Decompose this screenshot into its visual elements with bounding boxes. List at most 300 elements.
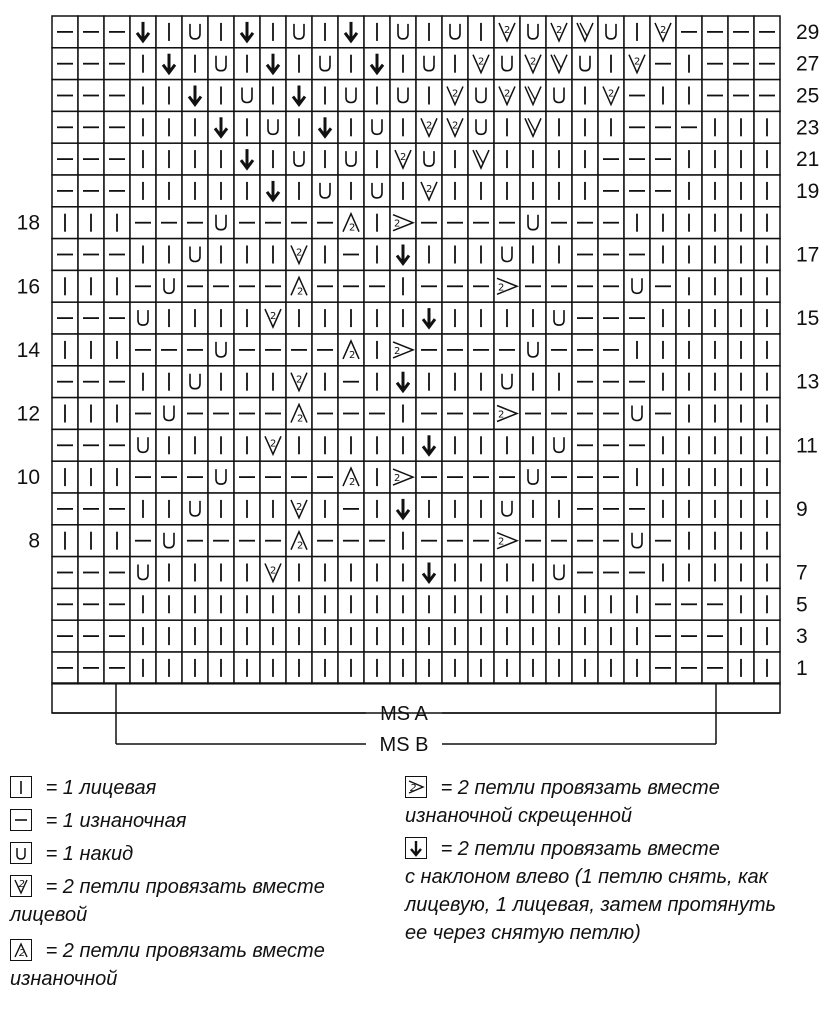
chart-cell <box>416 302 442 334</box>
chart-cell <box>312 239 338 271</box>
chart-cell <box>624 557 650 589</box>
row-label-right: 5 <box>796 593 808 617</box>
chart-cell <box>364 111 390 143</box>
chart-cell <box>338 366 364 398</box>
chart-cell <box>156 111 182 143</box>
chart-cell <box>702 334 728 366</box>
chart-cell <box>260 16 286 48</box>
chart-cell <box>182 207 208 239</box>
chart-cell <box>416 620 442 652</box>
row-label-left: 8 <box>28 529 40 553</box>
chart-cell <box>624 143 650 175</box>
chart-cell <box>130 111 156 143</box>
chart-cell <box>338 461 364 493</box>
chart-cell <box>754 175 780 207</box>
svg-text:2: 2 <box>426 183 433 195</box>
chart-cell <box>416 111 442 143</box>
chart-cell <box>52 620 78 652</box>
chart-cell <box>364 16 390 48</box>
chart-cell <box>520 620 546 652</box>
chart-cell <box>650 270 676 302</box>
chart-cell <box>676 429 702 461</box>
ms-brackets <box>52 683 780 756</box>
chart-cell <box>52 588 78 620</box>
chart-cell <box>468 143 494 175</box>
chart-cell <box>78 366 104 398</box>
chart-cell <box>754 461 780 493</box>
legend-ssk-text-4: ее через снятую петлю) <box>405 922 641 944</box>
chart-cell <box>390 620 416 652</box>
svg-text:2: 2 <box>296 374 303 386</box>
chart-cell <box>52 302 78 334</box>
legend-ssk-text-2: с наклоном влево (1 петлю снять, как <box>405 866 769 888</box>
chart-cell <box>130 334 156 366</box>
ms-a-label: MS A <box>380 703 428 725</box>
chart-cell <box>338 525 364 557</box>
chart-cell <box>182 557 208 589</box>
chart-cell <box>624 525 650 557</box>
chart-cell <box>208 143 234 175</box>
row-label-right: 27 <box>796 52 820 76</box>
chart-cell <box>78 239 104 271</box>
chart-cell <box>546 175 572 207</box>
chart-cell <box>676 207 702 239</box>
chart-cell <box>416 175 442 207</box>
svg-text:2: 2 <box>394 345 401 357</box>
chart-cell <box>260 493 286 525</box>
chart-cell <box>442 16 468 48</box>
chart-cell <box>546 398 572 430</box>
chart-cell <box>442 48 468 80</box>
chart-cell <box>52 80 78 112</box>
chart-cell <box>494 525 520 557</box>
chart-cell <box>78 652 104 684</box>
chart-cell <box>364 80 390 112</box>
chart-cell <box>754 239 780 271</box>
chart-cell <box>546 429 572 461</box>
svg-text:2: 2 <box>349 477 356 489</box>
chart-cell <box>728 398 754 430</box>
chart-cell <box>260 652 286 684</box>
chart-cell <box>416 16 442 48</box>
chart-cell <box>546 461 572 493</box>
chart-cell <box>494 111 520 143</box>
chart-cell <box>546 48 572 80</box>
chart-cell <box>338 270 364 302</box>
chart-cell <box>338 652 364 684</box>
chart-cell <box>286 270 312 302</box>
row-label-left: 10 <box>16 466 40 490</box>
chart-cell <box>260 461 286 493</box>
chart-cell <box>104 398 130 430</box>
legend-k2tog-text-1: = 2 петли провязать вместе <box>45 876 325 898</box>
chart-cell <box>130 525 156 557</box>
chart-cell <box>234 461 260 493</box>
chart-cell <box>598 620 624 652</box>
chart-cell <box>702 398 728 430</box>
chart-cell <box>572 302 598 334</box>
chart-cell <box>390 398 416 430</box>
chart-cell <box>650 80 676 112</box>
chart-cell <box>390 334 416 366</box>
chart-cell <box>754 207 780 239</box>
chart-cell <box>130 270 156 302</box>
chart-cell <box>546 111 572 143</box>
chart-cell <box>156 398 182 430</box>
chart-cell <box>104 366 130 398</box>
chart-cell <box>338 239 364 271</box>
svg-text:2: 2 <box>452 88 459 100</box>
chart-cell <box>598 429 624 461</box>
chart-cell <box>156 302 182 334</box>
chart-cell <box>728 334 754 366</box>
chart-cell <box>572 366 598 398</box>
svg-text:2: 2 <box>349 349 356 361</box>
chart-cell <box>286 557 312 589</box>
chart-cell <box>104 16 130 48</box>
chart-cell <box>520 557 546 589</box>
row-label-right: 15 <box>796 307 820 331</box>
chart-cell <box>416 80 442 112</box>
chart-cell <box>650 239 676 271</box>
chart-cell <box>728 207 754 239</box>
chart-cell <box>676 270 702 302</box>
chart-cell <box>650 557 676 589</box>
chart-cell <box>468 429 494 461</box>
chart-cell <box>650 302 676 334</box>
chart-cell <box>260 334 286 366</box>
chart-cell <box>104 429 130 461</box>
svg-text:2: 2 <box>400 152 407 164</box>
chart-cell <box>468 80 494 112</box>
svg-text:2: 2 <box>660 24 667 36</box>
chart-cell <box>364 398 390 430</box>
chart-cell <box>442 80 468 112</box>
svg-text:2: 2 <box>18 879 25 890</box>
chart-cell <box>650 620 676 652</box>
chart-cell <box>390 80 416 112</box>
chart-cell <box>468 398 494 430</box>
chart-cell <box>416 461 442 493</box>
chart-cell <box>572 143 598 175</box>
chart-cell <box>624 80 650 112</box>
chart-cell <box>624 366 650 398</box>
chart-cell <box>442 398 468 430</box>
chart-cell <box>520 652 546 684</box>
legend-k2tog <box>10 873 390 901</box>
chart-cell <box>572 48 598 80</box>
chart-cell <box>364 493 390 525</box>
chart-cell <box>468 525 494 557</box>
chart-cell <box>104 207 130 239</box>
chart-cell <box>338 80 364 112</box>
chart-cell <box>416 334 442 366</box>
row-label-right: 1 <box>796 656 808 680</box>
svg-text:2: 2 <box>270 311 277 323</box>
chart-cell <box>572 175 598 207</box>
chart-cell <box>468 366 494 398</box>
chart-cell <box>676 48 702 80</box>
chart-cell <box>676 239 702 271</box>
chart-cell <box>494 175 520 207</box>
chart-cell <box>286 366 312 398</box>
legend-ssk-text-3: лицевую, 1 лицевая, затем протянуть <box>405 894 777 916</box>
legend-ssk <box>405 835 825 863</box>
chart-cell <box>702 270 728 302</box>
chart-cell <box>208 334 234 366</box>
chart-cell <box>702 620 728 652</box>
chart-cell <box>260 143 286 175</box>
row-label-right: 17 <box>796 243 820 267</box>
chart-cell <box>494 239 520 271</box>
chart-cell <box>208 429 234 461</box>
chart-cell <box>598 111 624 143</box>
legend-p2tog-tbl-text-2: изнаночной скрещенной <box>405 805 633 827</box>
chart-cell <box>130 80 156 112</box>
chart-cell <box>156 175 182 207</box>
chart-cell <box>442 366 468 398</box>
chart-cell <box>234 652 260 684</box>
chart-cell <box>104 525 130 557</box>
legend-ssk-text-1: = 2 петли провязать вместе <box>440 838 720 860</box>
purl-icon <box>10 809 32 831</box>
chart-cell <box>364 366 390 398</box>
chart-cell <box>156 525 182 557</box>
chart-cell <box>650 493 676 525</box>
knit-icon <box>10 776 32 798</box>
legend-knit <box>10 774 390 802</box>
chart-cell <box>286 302 312 334</box>
row-label-left: 12 <box>16 402 40 426</box>
chart-cell <box>728 48 754 80</box>
chart-cell <box>754 366 780 398</box>
chart-cell <box>702 493 728 525</box>
chart-cell <box>572 461 598 493</box>
chart-cell <box>52 239 78 271</box>
chart-cell <box>468 620 494 652</box>
svg-text:2: 2 <box>530 56 537 68</box>
chart-cell <box>416 493 442 525</box>
chart-cell <box>312 493 338 525</box>
chart-cell <box>442 429 468 461</box>
chart-cell <box>572 207 598 239</box>
chart-cell <box>468 270 494 302</box>
chart-cell <box>182 334 208 366</box>
chart-cell <box>442 143 468 175</box>
chart-cell <box>104 557 130 589</box>
chart-cell <box>286 461 312 493</box>
row-label-right: 9 <box>796 497 808 521</box>
chart-cell <box>130 461 156 493</box>
chart-cell <box>598 80 624 112</box>
chart-cell <box>260 366 286 398</box>
chart-cell <box>104 80 130 112</box>
chart-cell <box>156 366 182 398</box>
chart-cell <box>364 239 390 271</box>
chart-cell <box>364 429 390 461</box>
chart-cell <box>520 207 546 239</box>
chart-cell <box>676 334 702 366</box>
chart-cell <box>260 175 286 207</box>
chart-cell <box>78 111 104 143</box>
chart-cell <box>520 143 546 175</box>
chart-cell <box>260 525 286 557</box>
chart-cell <box>442 620 468 652</box>
chart-cell <box>650 398 676 430</box>
chart-cell <box>130 398 156 430</box>
p2tog-tbl-icon <box>405 776 427 798</box>
chart-cell <box>572 588 598 620</box>
chart-cell <box>728 111 754 143</box>
chart-cell <box>286 652 312 684</box>
chart-cell <box>182 302 208 334</box>
chart-cell <box>442 334 468 366</box>
chart-cell <box>130 302 156 334</box>
chart-cell <box>286 207 312 239</box>
chart-cell <box>234 493 260 525</box>
chart-cell <box>364 557 390 589</box>
chart-cell <box>650 143 676 175</box>
chart-cell <box>130 429 156 461</box>
chart-cell <box>650 48 676 80</box>
chart-cell <box>494 429 520 461</box>
chart-cell <box>338 493 364 525</box>
k2tog-icon <box>10 875 32 897</box>
yarn-over-icon <box>10 842 32 864</box>
chart-cell <box>598 270 624 302</box>
chart-cell <box>390 461 416 493</box>
chart-cell <box>754 111 780 143</box>
chart-cell <box>676 143 702 175</box>
chart-cell <box>494 48 520 80</box>
chart-cell <box>546 270 572 302</box>
chart-cell <box>624 48 650 80</box>
chart-cell <box>52 270 78 302</box>
chart-cell <box>130 652 156 684</box>
chart-cell <box>702 175 728 207</box>
chart-cell <box>78 493 104 525</box>
chart-cell <box>754 429 780 461</box>
chart-cell <box>312 48 338 80</box>
chart-cell <box>78 334 104 366</box>
chart-cell <box>156 143 182 175</box>
chart-cell <box>78 429 104 461</box>
chart-cell <box>520 48 546 80</box>
chart-cell <box>78 302 104 334</box>
chart-cell <box>546 366 572 398</box>
chart-cell <box>182 16 208 48</box>
chart-cell <box>78 557 104 589</box>
chart-cell <box>78 398 104 430</box>
chart-cell <box>728 525 754 557</box>
chart-cell <box>650 429 676 461</box>
chart-cell <box>286 111 312 143</box>
chart-cell <box>494 652 520 684</box>
chart-cell <box>312 652 338 684</box>
chart-cell <box>520 270 546 302</box>
chart-cell <box>364 334 390 366</box>
chart-cell <box>260 398 286 430</box>
chart-cell <box>494 334 520 366</box>
chart-cell <box>234 270 260 302</box>
chart-cell <box>546 334 572 366</box>
chart-cell <box>468 493 494 525</box>
chart-cell <box>442 111 468 143</box>
row-label-right: 25 <box>796 84 820 108</box>
chart-cell <box>52 429 78 461</box>
chart-cell <box>494 80 520 112</box>
chart-cell <box>468 588 494 620</box>
chart-cell <box>754 493 780 525</box>
chart-cell <box>494 16 520 48</box>
chart-cell <box>546 652 572 684</box>
chart-cell <box>312 620 338 652</box>
chart-cell <box>182 80 208 112</box>
chart-cell <box>520 525 546 557</box>
chart-cell <box>312 429 338 461</box>
chart-cell <box>156 588 182 620</box>
chart-cell <box>52 398 78 430</box>
chart-cell <box>572 111 598 143</box>
chart-cell <box>338 429 364 461</box>
chart-cell <box>728 143 754 175</box>
chart-cell <box>702 143 728 175</box>
chart-cell <box>624 334 650 366</box>
chart-cell <box>312 143 338 175</box>
chart-cell <box>286 398 312 430</box>
chart-cell <box>754 80 780 112</box>
chart-cell <box>208 493 234 525</box>
chart-cell <box>156 620 182 652</box>
chart-cell <box>702 80 728 112</box>
chart-cell <box>520 493 546 525</box>
chart-cell <box>728 302 754 334</box>
chart-cell <box>650 334 676 366</box>
chart-cell <box>702 588 728 620</box>
chart-cell <box>520 334 546 366</box>
chart-cell <box>234 239 260 271</box>
chart-cell <box>312 588 338 620</box>
svg-text:2: 2 <box>296 501 303 513</box>
chart-cell <box>728 366 754 398</box>
chart-cell <box>754 525 780 557</box>
chart-cell <box>624 111 650 143</box>
chart-cell <box>572 525 598 557</box>
chart-cell <box>468 557 494 589</box>
chart-cell <box>78 270 104 302</box>
svg-text:2: 2 <box>297 286 304 298</box>
chart-cell <box>338 143 364 175</box>
svg-text:2: 2 <box>297 540 304 552</box>
chart-cell <box>442 493 468 525</box>
chart-cell <box>286 334 312 366</box>
chart-cell <box>676 525 702 557</box>
chart-cell <box>468 302 494 334</box>
chart-cell <box>416 207 442 239</box>
chart-cell <box>156 270 182 302</box>
chart-cell <box>182 48 208 80</box>
chart-cell <box>130 366 156 398</box>
chart-cell <box>598 175 624 207</box>
chart-cell <box>312 302 338 334</box>
chart-cell <box>598 588 624 620</box>
chart-cell <box>754 652 780 684</box>
chart-cell <box>702 557 728 589</box>
chart-cell <box>52 16 78 48</box>
chart-cell <box>182 398 208 430</box>
chart-cell <box>208 270 234 302</box>
chart-cell <box>52 652 78 684</box>
